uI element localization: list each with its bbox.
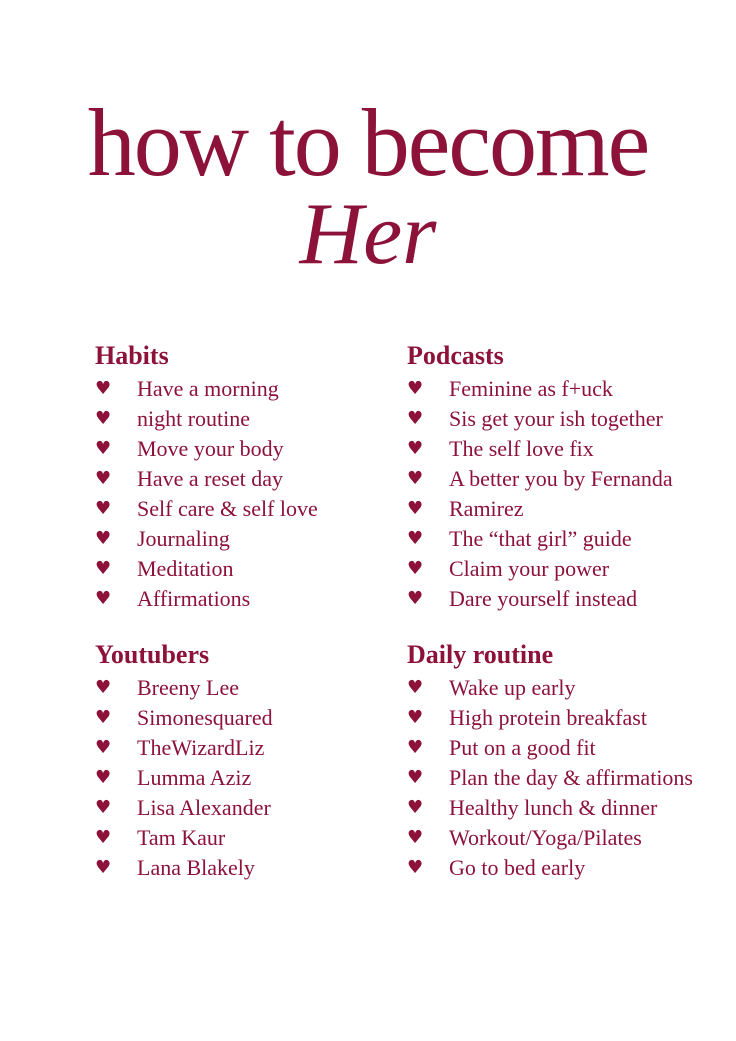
list-item — [407, 497, 727, 521]
heart-icon: ♥ — [95, 857, 112, 878]
list-item — [95, 736, 385, 760]
list-item — [407, 377, 727, 401]
list-item — [95, 706, 385, 730]
heart-icon: ♥ — [407, 438, 424, 459]
list-item-text: Meditation — [137, 556, 234, 581]
list-item — [95, 587, 385, 611]
list-item — [407, 557, 727, 581]
list-item-text: Self care & self love — [137, 496, 318, 521]
list-item-text: Go to bed early — [449, 855, 586, 880]
list-item — [407, 527, 727, 551]
list-item-text: night routine — [137, 406, 251, 431]
list-item-text: Lisa Alexander — [137, 795, 271, 820]
list-item-text: The “that girl” guide — [449, 526, 632, 551]
heart-icon: ♥ — [95, 408, 112, 429]
heart-icon: ♥ — [95, 677, 112, 698]
heart-icon: ♥ — [407, 707, 424, 728]
section-heading: Youtubers — [95, 640, 210, 669]
item-list — [407, 377, 727, 611]
heart-icon: ♥ — [407, 528, 424, 549]
heart-icon: ♥ — [95, 378, 112, 399]
heart-icon: ♥ — [407, 558, 424, 579]
item-list — [407, 676, 727, 880]
list-item-text: Dare yourself instead — [449, 586, 638, 611]
heart-icon: ♥ — [407, 767, 424, 788]
list-item-text: Plan the day & affirmations — [449, 765, 693, 790]
list-item-text: Move your body — [137, 436, 284, 461]
list-item — [95, 766, 385, 790]
heart-icon: ♥ — [95, 528, 112, 549]
list-item — [95, 527, 385, 551]
list-item-text: Lumma Aziz — [137, 765, 252, 790]
heart-icon: ♥ — [95, 498, 112, 519]
heart-icon: ♥ — [407, 857, 424, 878]
list-item — [95, 676, 385, 700]
heart-icon: ♥ — [95, 588, 112, 609]
list-item — [95, 437, 385, 461]
heart-icon: ♥ — [95, 438, 112, 459]
heart-icon: ♥ — [95, 767, 112, 788]
section-youtubers — [95, 640, 385, 886]
list-item-text: Tam Kaur — [137, 825, 226, 850]
list-item — [95, 407, 385, 431]
list-item-text: Put on a good fit — [449, 735, 596, 760]
heart-icon: ♥ — [407, 498, 424, 519]
list-item-text: Feminine as f+uck — [449, 376, 613, 401]
list-item-text: Workout/Yoga/Pilates — [449, 825, 642, 850]
list-item-text: Sis get your ish together — [449, 406, 663, 431]
list-item — [407, 796, 727, 820]
list-item-text: The self love fix — [449, 436, 594, 461]
heart-icon: ♥ — [407, 677, 424, 698]
list-item-text: Healthy lunch & dinner — [449, 795, 658, 820]
heart-icon: ♥ — [407, 408, 424, 429]
list-item-text: Ramirez — [449, 496, 524, 521]
list-item-text: A better you by Fernanda — [449, 466, 673, 491]
item-list — [95, 676, 385, 880]
list-item — [407, 676, 727, 700]
section-heading: Habits — [95, 341, 169, 370]
list-item-text: Journaling — [137, 526, 230, 551]
list-item — [407, 467, 727, 491]
heart-icon: ♥ — [95, 827, 112, 848]
list-item-text: Breeny Lee — [137, 675, 239, 700]
list-item — [407, 407, 727, 431]
list-item-text: Lana Blakely — [137, 855, 255, 880]
list-item-text: TheWizardLiz — [137, 735, 265, 760]
list-item-text: Wake up early — [449, 675, 576, 700]
heart-icon: ♥ — [407, 378, 424, 399]
heart-icon: ♥ — [407, 737, 424, 758]
list-item — [407, 736, 727, 760]
list-item-text: Have a reset day — [137, 466, 283, 491]
item-list — [95, 377, 385, 611]
heart-icon: ♥ — [95, 468, 112, 489]
list-item — [407, 766, 727, 790]
heart-icon: ♥ — [95, 707, 112, 728]
title-line-1: how to become — [87, 89, 649, 196]
section-daily-routine — [407, 640, 727, 886]
list-item — [407, 826, 727, 850]
section-heading: Daily routine — [407, 640, 554, 669]
heart-icon: ♥ — [407, 588, 424, 609]
list-item — [407, 587, 727, 611]
list-item — [95, 826, 385, 850]
heart-icon: ♥ — [95, 737, 112, 758]
heart-icon: ♥ — [407, 797, 424, 818]
list-item — [407, 856, 727, 880]
heart-icon: ♥ — [95, 797, 112, 818]
list-item — [407, 706, 727, 730]
title-line-2: Her — [299, 186, 437, 283]
list-item — [95, 856, 385, 880]
list-item — [95, 497, 385, 521]
section-heading: Podcasts — [407, 341, 504, 370]
section-podcasts — [407, 341, 727, 617]
list-item — [95, 796, 385, 820]
list-item-text: Claim your power — [449, 556, 610, 581]
list-item — [407, 437, 727, 461]
section-habits — [95, 341, 385, 617]
heart-icon: ♥ — [95, 558, 112, 579]
heart-icon: ♥ — [407, 827, 424, 848]
heart-icon: ♥ — [407, 468, 424, 489]
list-item — [95, 557, 385, 581]
list-item-text: Have a morning — [137, 376, 279, 401]
list-item-text: Simonesquared — [137, 705, 273, 730]
list-item — [95, 467, 385, 491]
list-item — [95, 377, 385, 401]
list-item-text: Affirmations — [137, 586, 251, 611]
list-item-text: High protein breakfast — [449, 705, 647, 730]
